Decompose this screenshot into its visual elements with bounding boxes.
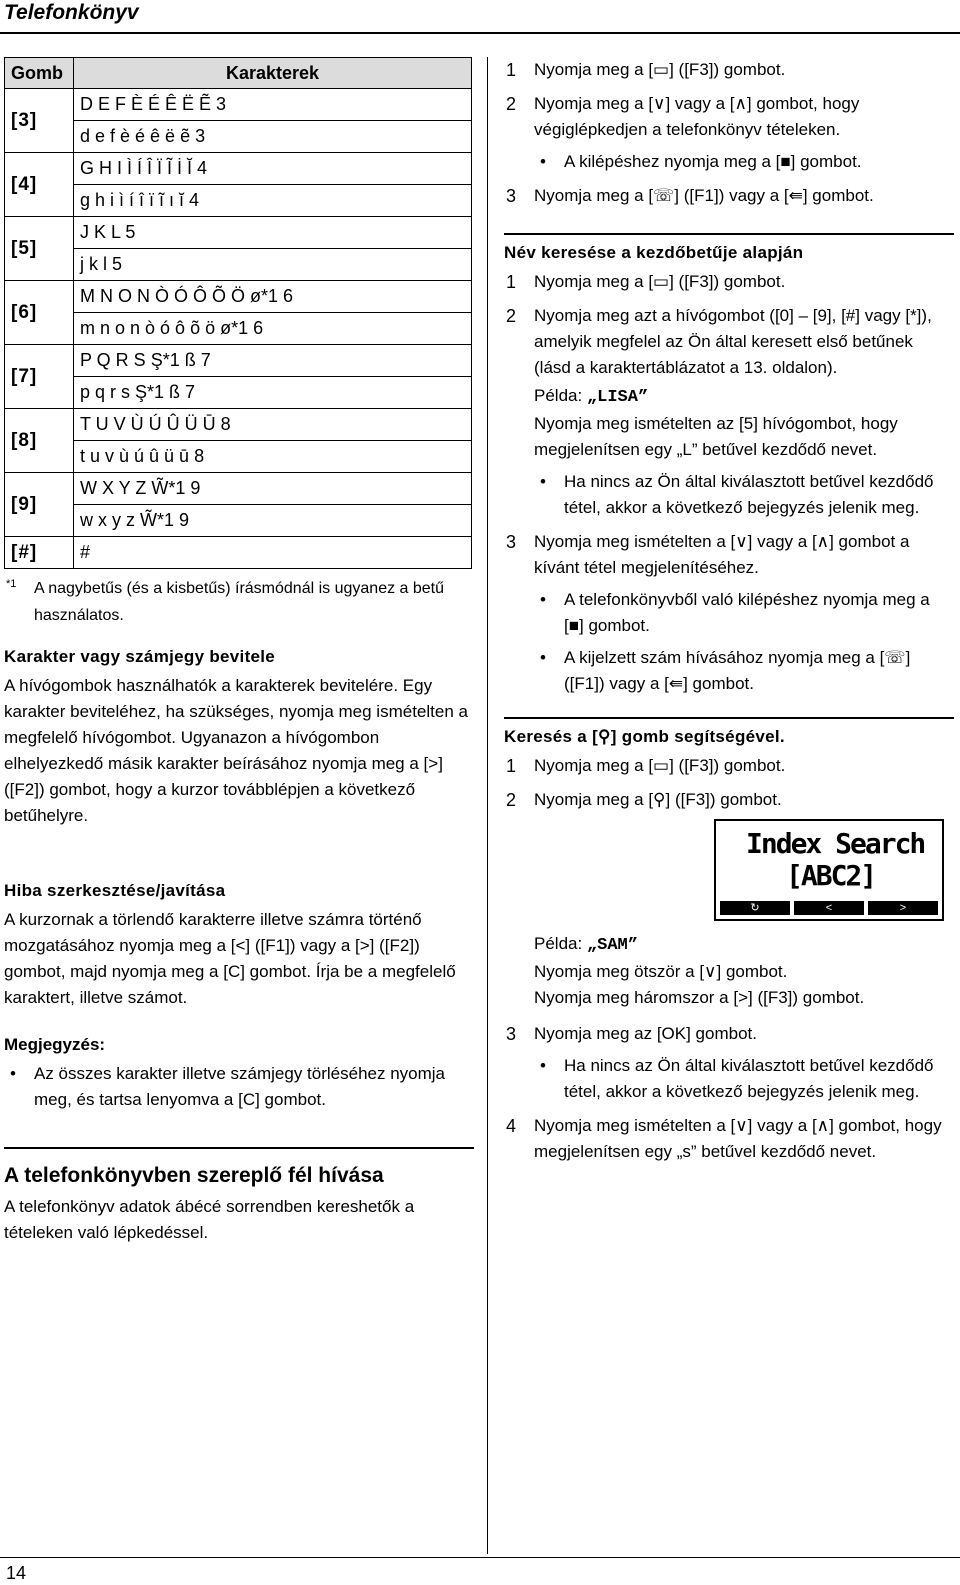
section-body-char-input: A hívógombok használhatók a karakterek bevitelére. Egy karakter beviteléhez, ha szükséges, nyomja meg ismételten a megfelelő hívógombot. Ugyanazon a hívógombon elhelyezkedő másik karakter beírásához nyomja meg a [>] ([F2]) gombot, hogy a kurzor továbblépjen a következő betűhelyre. [4, 676, 468, 825]
step-number: 1 [506, 60, 517, 80]
key-label: [ 4 ] [11, 174, 37, 196]
key-label: [ 6 ] [11, 302, 37, 324]
example-line: Nyomja meg háromszor a [>] ([F3]) gombot. [534, 988, 865, 1007]
footnote-text: A nagybetűs (és a kisbetűs) írásmódnál is ugyanez a betű használatos. [34, 580, 445, 624]
key-cell [5, 153, 74, 217]
step-text: Nyomja meg ismételten a [∨] vagy a [∧] gombot a kívánt tétel megjelenítéséhez. [534, 532, 910, 577]
step-number: 3 [506, 532, 517, 552]
example-value: „LISA” [586, 388, 649, 407]
chars-upper: M N O N Ò Ó Ô Õ Ö ø*1 6 [74, 281, 472, 313]
section-divider [504, 717, 954, 725]
chars-upper: G H I Ì Í Î Ï Ĩ İ Ĭ 4 [74, 153, 472, 185]
lcd-line-2: [ABC2] [786, 859, 876, 892]
key-cell [5, 281, 74, 345]
step-b2-bullets [534, 469, 954, 521]
section-title-index-search: Keresés a [⚲] gomb segítségével. [504, 727, 785, 746]
step-c3 [504, 1021, 954, 1105]
step-number: 3 [506, 186, 517, 206]
step-text: Nyomja meg a [▭] ([F3]) gombot. [534, 272, 786, 291]
chars-lower: p q r s Ş*1 ß 7 [74, 377, 472, 409]
step-b2 [504, 303, 954, 521]
chars-upper: D E F È É Ê Ë Ẽ 3 [74, 89, 472, 121]
step-number: 1 [506, 756, 517, 776]
step-number: 3 [506, 1024, 517, 1044]
step-c3-bullets [534, 1053, 954, 1105]
step-number: 2 [506, 306, 517, 326]
step-a1 [504, 57, 954, 83]
section-divider [504, 233, 954, 241]
lcd-display [714, 819, 944, 921]
table-row [5, 505, 472, 537]
chars-lower: t u v ù ú û ü ū 8 [74, 441, 472, 473]
bullet-item: • A kilépéshez nyomja meg a [■] gombot. [534, 149, 954, 175]
table-row [5, 537, 472, 569]
col-header-chars: Karakterek [74, 58, 472, 89]
note-item: • Az összes karakter illetve számjegy törléséhez nyomja meg, és tartsa lenyomva a [C] gombot. [4, 1061, 474, 1113]
key-cell [5, 345, 74, 409]
key-label: [ 8 ] [11, 430, 37, 452]
lcd-line-1: Index Search [746, 827, 925, 860]
chars-upper: T U V Ù Ú Û Ü Ū 8 [74, 409, 472, 441]
chars-lower: w x y z W̃*1 9 [74, 505, 472, 537]
lcd-softkey-back: ↻ [720, 901, 790, 915]
example-text: Nyomja meg ismételten az [5] hívógombot, hogy megjelenítsen egy „L” betűvel kezdődő nevet. [534, 414, 898, 459]
example-label: Példa: [534, 934, 587, 953]
step-number: 1 [506, 272, 517, 292]
step-c1 [504, 753, 954, 779]
lcd-softkeys [720, 901, 938, 915]
step-number: 2 [506, 790, 517, 810]
step-a2-bullets [534, 149, 954, 175]
footnote [4, 575, 474, 629]
step-b3 [504, 529, 954, 697]
top-rule [0, 32, 960, 34]
chars-upper: W X Y Z W̃*1 9 [74, 473, 472, 505]
table-row [5, 441, 472, 473]
key-cell [5, 89, 74, 153]
step-text: Nyomja meg a [☏] ([F1]) vagy a [⇚] gombot. [534, 186, 874, 205]
character-table [4, 57, 472, 569]
section-body-edit: A kurzornak a törlendő karakterre illetve számra történő mozgatásához nyomja meg a [<] ([F1]) vagy a [>] ([F2]) gombot, majd nyomja meg a [C] gombot. Írja be a megfelelő karaktert, illetve számot. [4, 910, 456, 1007]
step-b1 [504, 269, 954, 295]
chars-hash: # [74, 537, 472, 569]
col-header-key: Gomb [5, 58, 74, 89]
table-row [5, 377, 472, 409]
table-row [5, 153, 472, 185]
footnote-mark: *1 [6, 578, 17, 590]
step-c4 [504, 1113, 954, 1165]
table-row [5, 249, 472, 281]
example-lisa [534, 383, 954, 411]
page-number: 14 [6, 1563, 27, 1583]
step-b3-bullets [534, 587, 954, 697]
key-label: [ 5 ] [11, 238, 37, 260]
chars-lower: j k l 5 [74, 249, 472, 281]
step-number: 4 [506, 1116, 517, 1136]
step-c2 [504, 787, 954, 813]
step-text: Nyomja meg ismételten a [∨] vagy a [∧] gombot, hogy megjelenítsen egy „s” betűvel kezdődő nevet. [534, 1116, 942, 1161]
table-row [5, 121, 472, 153]
left-column [4, 57, 474, 1246]
chars-lower: g h i ì í î ï ĩ ı ĭ 4 [74, 185, 472, 217]
bottom-rule [0, 1557, 960, 1558]
chars-upper: J K L 5 [74, 217, 472, 249]
column-divider [487, 57, 488, 1554]
section-title-char-input: Karakter vagy számjegy bevitele [4, 647, 276, 666]
table-row [5, 281, 472, 313]
step-number: 2 [506, 94, 517, 114]
table-row [5, 345, 472, 377]
table-row [5, 89, 472, 121]
chars-lower: d e f è é ê ë ẽ 3 [74, 121, 472, 153]
table-row [5, 473, 472, 505]
table-row [5, 409, 472, 441]
page-title: Telefonkönyv [4, 1, 139, 24]
lcd-softkey-left: < [794, 901, 864, 915]
step-text: Nyomja meg a [▭] ([F3]) gombot. [534, 60, 786, 79]
table-row [5, 185, 472, 217]
heading-call-phonebook: A telefonkönyvben szereplő fél hívása [4, 1147, 474, 1190]
example-sam [504, 931, 954, 1011]
table-row [5, 217, 472, 249]
key-cell [5, 217, 74, 281]
key-label: [ 3 ] [11, 110, 37, 132]
heading-body: A telefonkönyv adatok ábécé sorrendben kereshetők a tételeken való lépkedéssel. [4, 1197, 415, 1242]
key-cell [5, 537, 74, 569]
example-value: „SAM” [586, 936, 638, 955]
step-text: Nyomja meg a [▭] ([F3]) gombot. [534, 756, 786, 775]
bullet-item: • A telefonkönyvből való kilépéshez nyomja meg a [■] gombot. [534, 587, 954, 639]
chars-lower: m n o n ò ó ô õ ö ø*1 6 [74, 313, 472, 345]
example-label: Példa: [534, 386, 587, 405]
chars-upper: P Q R S Ş*1 ß 7 [74, 345, 472, 377]
section-title-name-search: Név keresése a kezdőbetűje alapján [504, 243, 804, 262]
key-label: [ 7 ] [11, 366, 37, 388]
key-cell [5, 409, 74, 473]
key-label: [ # ] [11, 542, 37, 564]
step-text: Nyomja meg a [∨] vagy a [∧] gombot, hogy végiglépkedjen a telefonkönyv tételeken. [534, 94, 860, 139]
bullet-item: • A kijelzett szám hívásához nyomja meg a [☏] ([F1]) vagy a [⇚] gombot. [534, 645, 954, 697]
key-label: [ 9 ] [11, 494, 37, 516]
note-list [4, 1061, 474, 1113]
lcd-softkey-right: > [868, 901, 938, 915]
step-a2 [504, 91, 954, 175]
note-title: Megjegyzés: [4, 1035, 106, 1054]
bullet-item: • Ha nincs az Ön által kiválasztott betűvel kezdődő tétel, akkor a következő bejegyzés jelenik meg. [534, 1053, 954, 1105]
section-title-edit: Hiba szerkesztése/javítása [4, 881, 226, 900]
example-line: Nyomja meg ötször a [∨] gombot. [534, 962, 788, 981]
step-text: Nyomja meg a [⚲] ([F3]) gombot. [534, 790, 782, 809]
key-cell [5, 473, 74, 537]
step-text: Nyomja meg az [OK] gombot. [534, 1024, 757, 1043]
bullet-item: • Ha nincs az Ön által kiválasztott betűvel kezdődő tétel, akkor a következő bejegyzés jelenik meg. [534, 469, 954, 521]
step-text: Nyomja meg azt a hívógombot ([0] – [9], [#] vagy [*]), amelyik megfelel az Ön által keresett első betűnek (lásd a karaktertáblázatot a 13. oldalon). [534, 306, 932, 377]
table-row [5, 313, 472, 345]
table-body [5, 89, 472, 569]
step-a3 [504, 183, 954, 209]
right-column [504, 57, 954, 1173]
